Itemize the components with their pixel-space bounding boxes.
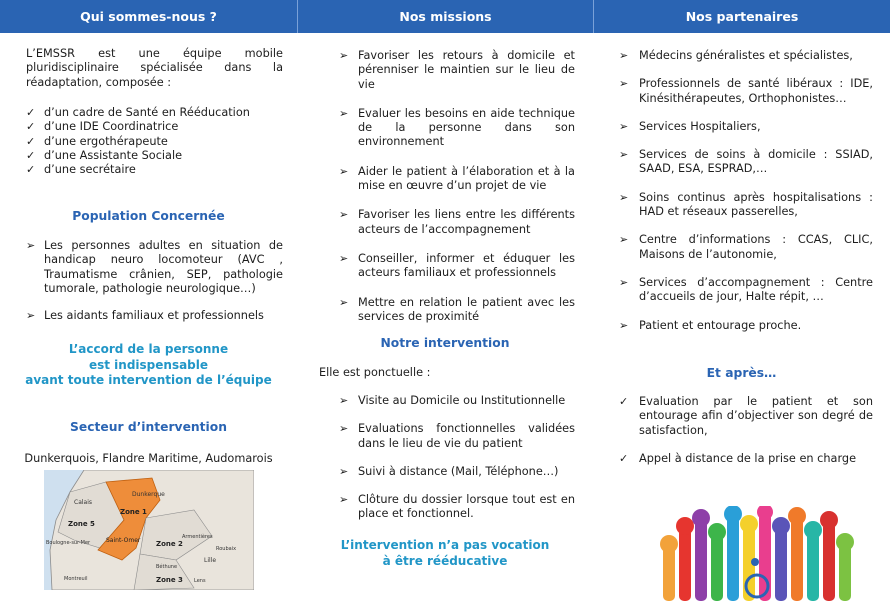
map-label-dunkerque: Dunkerque [132, 491, 165, 498]
list-item: ➢ Services Hospitaliers, [619, 119, 761, 133]
arrow-bullet-icon: ➢ [619, 77, 629, 91]
arrow-bullet-icon: ➢ [619, 275, 629, 289]
column-nos-missions [297, 0, 593, 601]
arrow-bullet-icon: ➢ [339, 208, 349, 222]
accord-callout: L’accord de la personne est indispensable avant toute intervention de l’équipe [25, 342, 272, 387]
population-title: Population Concernée [72, 209, 225, 223]
secteur-text: Dunkerquois, Flandre Maritime, Audomarois [24, 452, 273, 465]
hand-icon [724, 506, 742, 601]
missions-list [339, 49, 575, 324]
list-item: ✓ d’une IDE Coordinatrice [26, 120, 179, 134]
intervention-list [339, 394, 575, 522]
check-icon: ✓ [26, 163, 36, 177]
list-item: ➢ Visite au Domicile ou Institutionnelle [339, 394, 566, 407]
apres-list [619, 395, 873, 466]
arrow-bullet-icon: ➢ [619, 49, 629, 62]
arrow-bullet-icon: ➢ [619, 233, 629, 247]
check-icon: ✓ [26, 120, 36, 134]
map-label-boulogne: Boulogne-sur-Mer [46, 540, 91, 546]
map-label-lens: Lens [194, 578, 206, 584]
list-item: ➢ Aider le patient à l’élaboration et à la mise en œuvre d’un projet de vie [339, 164, 575, 193]
arrow-bullet-icon: ➢ [339, 251, 349, 265]
arrow-bullet-icon: ➢ [339, 49, 349, 62]
header-nos-missions: Nos missions [297, 0, 593, 33]
arrow-bullet-icon: ➢ [339, 164, 349, 178]
hand-icon [772, 517, 790, 601]
arrow-bullet-icon: ➢ [619, 190, 629, 204]
intervention-intro: Elle est ponctuelle : [319, 366, 431, 379]
list-item: ✓ d’un cadre de Santé en Rééducation [26, 106, 250, 119]
map-label-zone3: Zone 3 [156, 576, 183, 584]
map-label-zone2: Zone 2 [156, 540, 183, 548]
list-item: ➢ Services d’accompagnement : Centre d’accueils de jour, Halte répit, … [619, 275, 873, 304]
check-icon: ✓ [26, 106, 36, 119]
list-item: ➢ Favoriser les liens entre les différents acteurs de l’accompagnement [339, 208, 575, 236]
intervention-note: L’intervention n’a pas vocation à être rééducative [340, 538, 550, 568]
arrow-bullet-icon: ➢ [619, 318, 629, 332]
list-item: ➢ Clôture du dossier lorsque tout est en place et fonctionnel. [339, 493, 575, 521]
map-label-armentieres: Armentières [182, 534, 213, 540]
check-icon: ✓ [619, 451, 629, 465]
map-label-bethune: Béthune [156, 564, 178, 570]
list-item: ➢ Médecins généralistes et spécialistes, [619, 49, 853, 62]
arrow-bullet-icon: ➢ [339, 394, 349, 407]
check-icon: ✓ [26, 148, 36, 162]
population-list [26, 239, 283, 323]
list-item: ✓ Evaluation par le patient et son entourage afin d’objectiver son degré de satisfaction, [619, 395, 873, 437]
secteur-title: Secteur d’intervention [70, 420, 227, 434]
map-label-montreuil: Montreuil [64, 576, 88, 582]
hand-icon [804, 521, 822, 601]
hand-icon [757, 506, 773, 601]
list-item: ✓ Appel à distance de la prise en charge [619, 451, 857, 465]
check-icon: ✓ [26, 134, 36, 148]
partners-list [619, 49, 873, 333]
arrow-bullet-icon: ➢ [26, 309, 36, 323]
list-item: ➢ Professionnels de santé libéraux : IDE, Kinésithérapeutes, Orthophonistes… [619, 77, 873, 105]
map-label-calais: Calais [74, 499, 93, 506]
hand-icon [660, 535, 678, 601]
list-item: ➢ Les personnes adultes en situation de handicap neuro locomoteur (AVC , Traumatisme crânien, SEP, pathologie tumorale, pathologie neurologique…) [26, 239, 283, 295]
list-item: ➢ Mettre en relation le patient avec les services de proximité [339, 295, 575, 323]
check-icon: ✓ [619, 395, 629, 408]
hand-icon [836, 533, 854, 601]
list-item: ➢ Suivi à distance (Mail, Téléphone…) [339, 464, 559, 478]
list-item: ➢ Services de soins à domicile : SSIAD, SAAD, ESA, ESPRAD,… [619, 148, 873, 176]
column-qui-sommes-nous [0, 0, 297, 601]
header-nos-partenaires: Nos partenaires [593, 0, 890, 33]
arrow-bullet-icon: ➢ [619, 119, 629, 133]
list-item: ✓ d’une secrétaire [26, 163, 136, 177]
map-label-saint-omer: Saint-Omer [106, 537, 141, 544]
header-qui-sommes-nous: Qui sommes-nous ? [0, 0, 297, 33]
hand-icon [676, 517, 694, 601]
list-item: ➢ Soins continus après hospitalisations : HAD et réseaux passerelles, [619, 190, 873, 219]
list-item: ➢ Les aidants familiaux et professionnels [26, 309, 264, 323]
list-item: ➢ Evaluer les besoins en aide technique de la personne dans son environnement [339, 106, 575, 149]
column-nos-partenaires [593, 0, 890, 601]
arrow-bullet-icon: ➢ [619, 148, 629, 162]
list-item: ➢ Evaluations fonctionnelles validées dans le lieu de vie du patient [339, 422, 575, 450]
list-item: ➢ Patient et entourage proche. [619, 318, 802, 332]
map-label-zone1: Zone 1 [120, 508, 147, 516]
hand-icon [740, 515, 758, 601]
arrow-bullet-icon: ➢ [339, 464, 349, 478]
raised-hands-illustration [657, 506, 857, 601]
list-item: ➢ Conseiller, informer et éduquer les acteurs familiaux et professionnels [339, 251, 575, 280]
intervention-map [44, 470, 254, 590]
hand-icon [692, 509, 710, 601]
arrow-bullet-icon: ➢ [26, 239, 36, 252]
map-label-lille: Lille [204, 557, 217, 564]
hand-icon [788, 507, 806, 601]
arrow-bullet-icon: ➢ [339, 422, 349, 436]
list-item: ➢ Favoriser les retours à domicile et pérenniser le maintien sur le lieu de vie [339, 49, 575, 91]
team-list [26, 106, 286, 177]
map-label-roubaix: Roubaix [216, 546, 237, 552]
intervention-title: Notre intervention [380, 336, 510, 350]
list-item: ✓ d’une ergothérapeute [26, 134, 168, 148]
intro-text: L’EMSSR est une équipe mobile pluridisciplinaire spécialisée dans la réadaptation, composée : [26, 47, 283, 89]
apres-title: Et après… [706, 366, 777, 380]
hand-icon [820, 511, 838, 601]
list-item: ✓ d’une Assistante Sociale [26, 148, 183, 162]
arrow-bullet-icon: ➢ [339, 295, 349, 309]
arrow-bullet-icon: ➢ [339, 106, 349, 120]
map-label-zone5: Zone 5 [68, 520, 95, 528]
arrow-bullet-icon: ➢ [339, 493, 349, 507]
list-item: ➢ Centre d’informations : CCAS, CLIC, Maisons de l’autonomie, [619, 233, 873, 261]
hand-icon [708, 523, 726, 601]
